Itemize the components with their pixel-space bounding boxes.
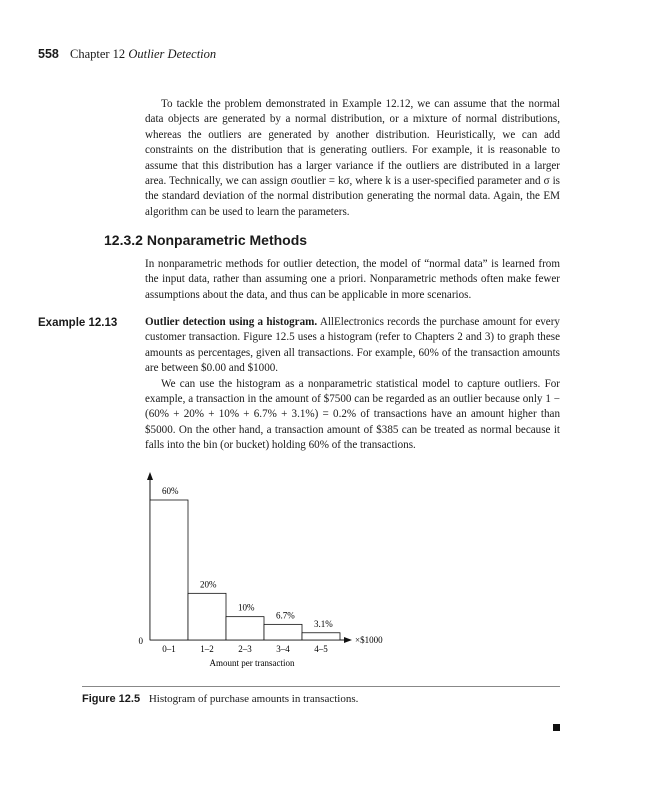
figure-caption-text: Histogram of purchase amounts in transactions. xyxy=(148,693,359,705)
example-title: Outlier detection using a histogram. xyxy=(145,316,318,328)
x-tick-label: 0–1 xyxy=(162,644,176,654)
histogram-bar xyxy=(188,593,226,640)
example-text-2: We can use the histogram as a nonparametric statistical model to capture outliers. For example, a transaction in the amount of $7500 can be regarded as an outlier because only 1 − (60% + 20% + 10% + 6.7% + 3.1%) = 0.2% of transactions have an amount higher than $5000. On the other hand, a transaction amount of $385 can be treated as normal because it falls into the bin (or bucket) holding 60% of the transactions. xyxy=(145,377,560,452)
histogram-bar xyxy=(226,617,264,640)
bar-value-label: 3.1% xyxy=(314,618,333,629)
bar-value-label: 60% xyxy=(162,486,179,496)
origin-label: 0 xyxy=(138,636,143,646)
caption-rule xyxy=(82,686,560,687)
x-unit-label: ×$1000 xyxy=(355,635,383,645)
y-axis-arrow xyxy=(147,472,153,480)
example-text-1: AllElectronics records the purchase amount for every customer transaction. Figure 12.5 uses a histogram (refer to Chapters 2 and 3) to graph these amounts as percentages, given all transactions. For example, 60% of the transaction amounts are between $0.00 and $1000. xyxy=(145,316,560,375)
figure-label: Figure 12.5 xyxy=(82,693,141,705)
x-tick-label: 1–2 xyxy=(200,644,214,654)
x-tick-label: 3–4 xyxy=(276,644,290,654)
histogram-bar xyxy=(264,624,302,640)
intro-paragraph: To tackle the problem demonstrated in Example 12.12, we can assume that the normal data objects are generated by a normal distribution, or a mixture of normal distributions, whereas the outliers are generated by another distribution. Heuristically, we can add constraints on the distribution that is generating outliers. For example, it is reasonable to assume that this distribution has a larger variance if the outliers are distributed in a larger area. Technically, we can assign σoutlier = kσ, where k is a user-specified parameter and σ is the standard deviation of the normal distribution generating the normal data. Again, the EM algorithm can be used to learn the parameters. xyxy=(145,98,560,218)
histogram-plot xyxy=(139,472,384,668)
x-axis-arrow xyxy=(344,637,352,643)
end-of-example-mark xyxy=(553,724,560,731)
x-tick-label: 4–5 xyxy=(314,644,328,654)
chapter-number: Chapter 12 xyxy=(69,47,126,61)
chapter-title: Outlier Detection xyxy=(128,47,217,61)
bar-value-label: 6.7% xyxy=(276,610,295,621)
figure-caption xyxy=(82,693,358,705)
x-tick-label: 2–3 xyxy=(238,644,252,654)
section-title: Nonparametric Methods xyxy=(146,232,308,248)
histogram-bar xyxy=(302,633,340,640)
histogram-bar xyxy=(150,500,188,640)
bar-value-label: 20% xyxy=(200,579,217,590)
x-axis-label: Amount per transaction xyxy=(209,658,295,668)
example-label: Example 12.13 xyxy=(38,317,118,329)
section-number: 12.3.2 xyxy=(104,232,143,248)
bar-value-label: 10% xyxy=(238,602,255,613)
section-paragraph: In nonparametric methods for outlier detection, the model of “normal data” is learned from the input data, rather than assuming one a priori. Nonparametric methods often make fewer assumptions about the data, and thus can be applicable in more scenarios. xyxy=(145,258,560,301)
page-number: 558 xyxy=(38,47,59,61)
